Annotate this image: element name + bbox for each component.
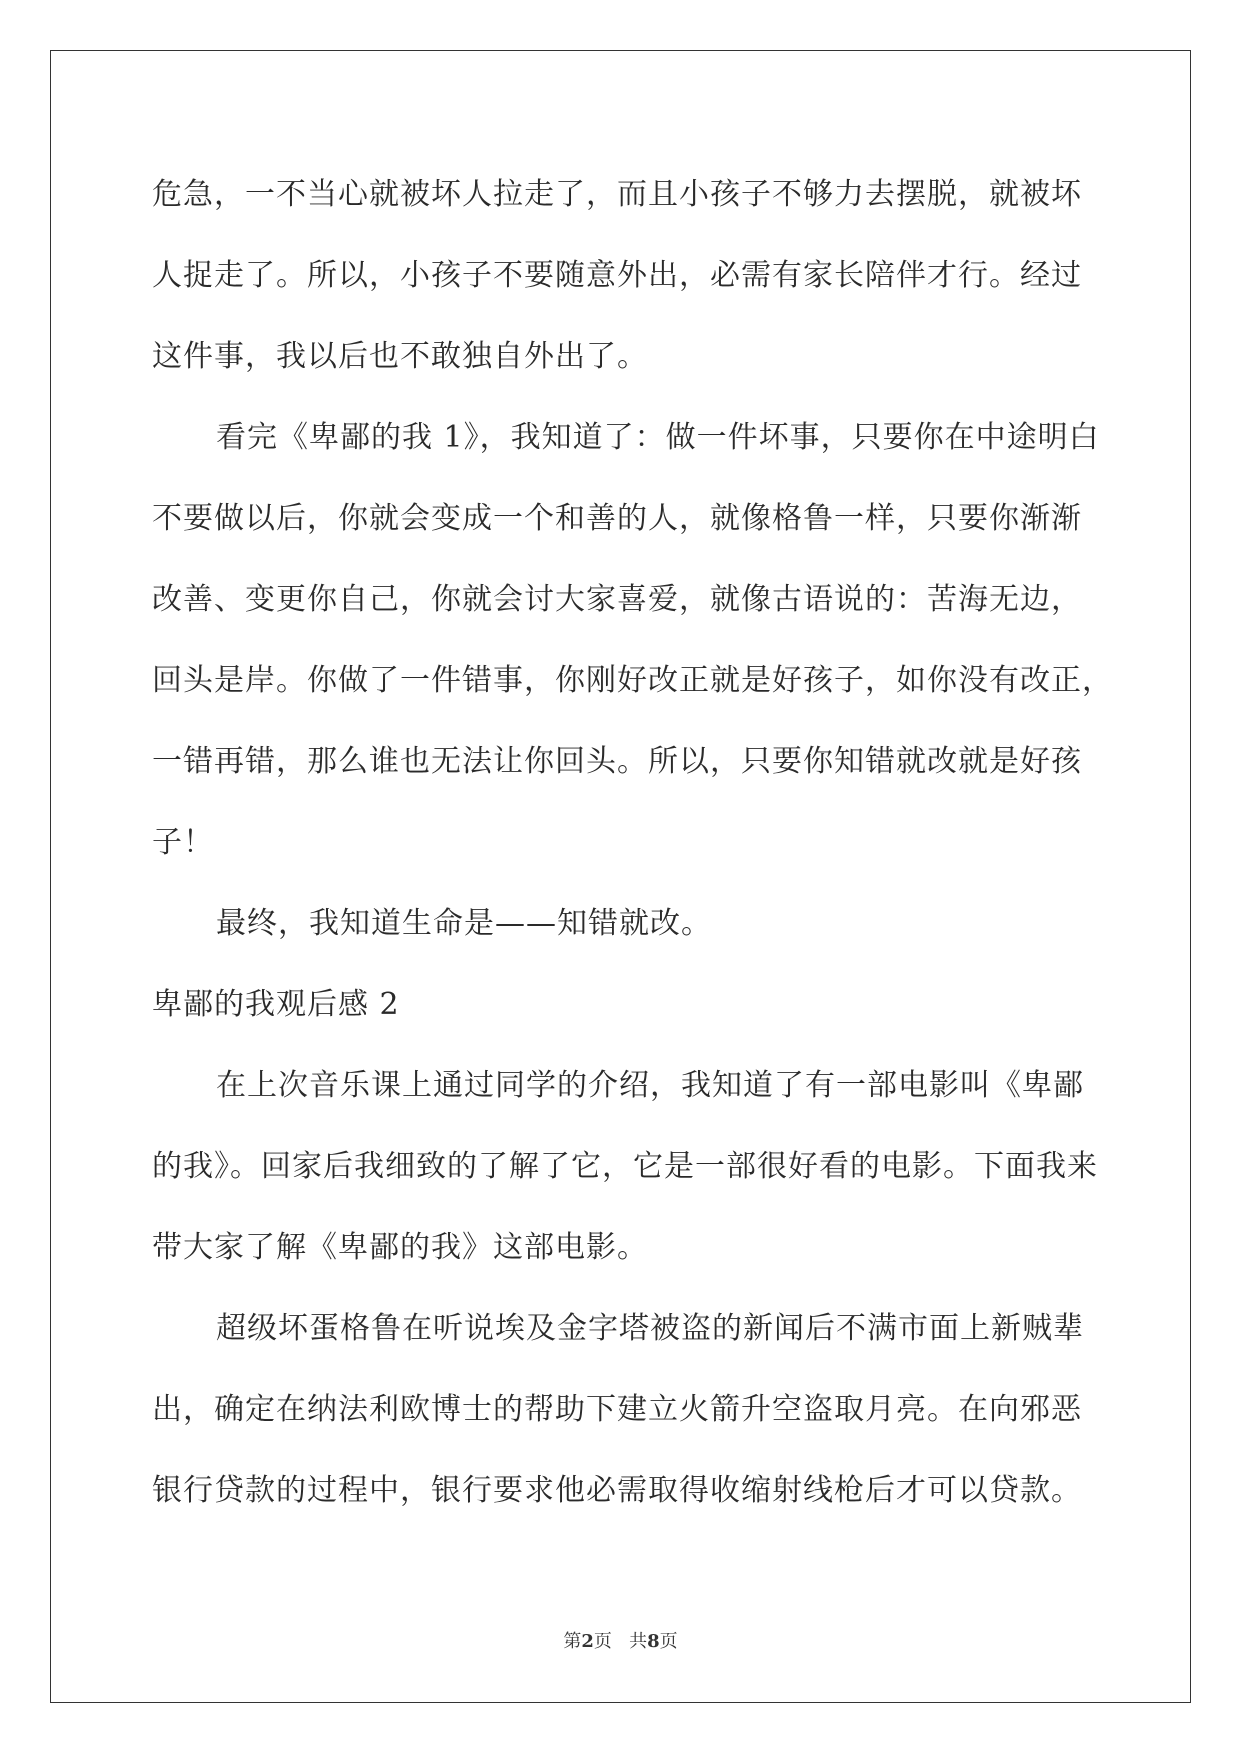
text-line-10: 最终，我知道生命是——知错就改。 bbox=[216, 906, 712, 941]
text-line-14: 带大家了解《卑鄙的我》这部电影。 bbox=[152, 1230, 648, 1265]
text-line-1: 危急，一不当心就被坏人拉走了，而且小孩子不够力去摆脱，就被坏 bbox=[152, 177, 1082, 212]
page-number: 2 bbox=[581, 1631, 594, 1652]
text-line-2: 人捉走了。所以，小孩子不要随意外出，必需有家长陪伴才行。经过 bbox=[152, 258, 1082, 293]
total-pages: 8 bbox=[647, 1631, 660, 1652]
text-line-3: 这件事，我以后也不敢独自外出了。 bbox=[152, 339, 648, 374]
page-footer bbox=[0, 1627, 1241, 1653]
text-line-15: 超级坏蛋格鲁在听说埃及金字塔被盗的新闻后不满市面上新贼辈 bbox=[216, 1311, 1084, 1346]
page-suffix: 页 bbox=[593, 1631, 612, 1652]
text-line-13: 的我》。回家后我细致的了解了它，它是一部很好看的电影。下面我来 bbox=[152, 1149, 1098, 1184]
page-prefix: 第 bbox=[563, 1631, 582, 1652]
text-line-4: 看完《卑鄙的我 1》，我知道了：做一件坏事，只要你在中途明白 bbox=[216, 420, 1100, 455]
text-line-7: 回头是岸。你做了一件错事，你刚好改正就是好孩子，如你没有改正， bbox=[152, 663, 1113, 698]
text-line-9: 子！ bbox=[152, 825, 214, 860]
text-line-6: 改善、变更你自己，你就会讨大家喜爱，就像古语说的：苦海无边， bbox=[152, 582, 1082, 617]
text-line-5: 不要做以后，你就会变成一个和善的人，就像格鲁一样，只要你渐渐 bbox=[152, 501, 1082, 536]
total-prefix: 共 bbox=[629, 1631, 648, 1652]
total-suffix: 页 bbox=[659, 1631, 678, 1652]
text-line-16: 出，确定在纳法利欧博士的帮助下建立火箭升空盗取月亮。在向邪恶 bbox=[152, 1392, 1082, 1427]
text-line-12: 在上次音乐课上通过同学的介绍，我知道了有一部电影叫《卑鄙 bbox=[216, 1068, 1084, 1103]
text-line-17: 银行贷款的过程中，银行要求他必需取得收缩射线枪后才可以贷款。 bbox=[152, 1473, 1082, 1508]
document-body bbox=[152, 154, 1113, 1531]
section-heading: 卑鄙的我观后感 2 bbox=[152, 987, 400, 1022]
text-line-8: 一错再错，那么谁也无法让你回头。所以，只要你知错就改就是好孩 bbox=[152, 744, 1082, 779]
